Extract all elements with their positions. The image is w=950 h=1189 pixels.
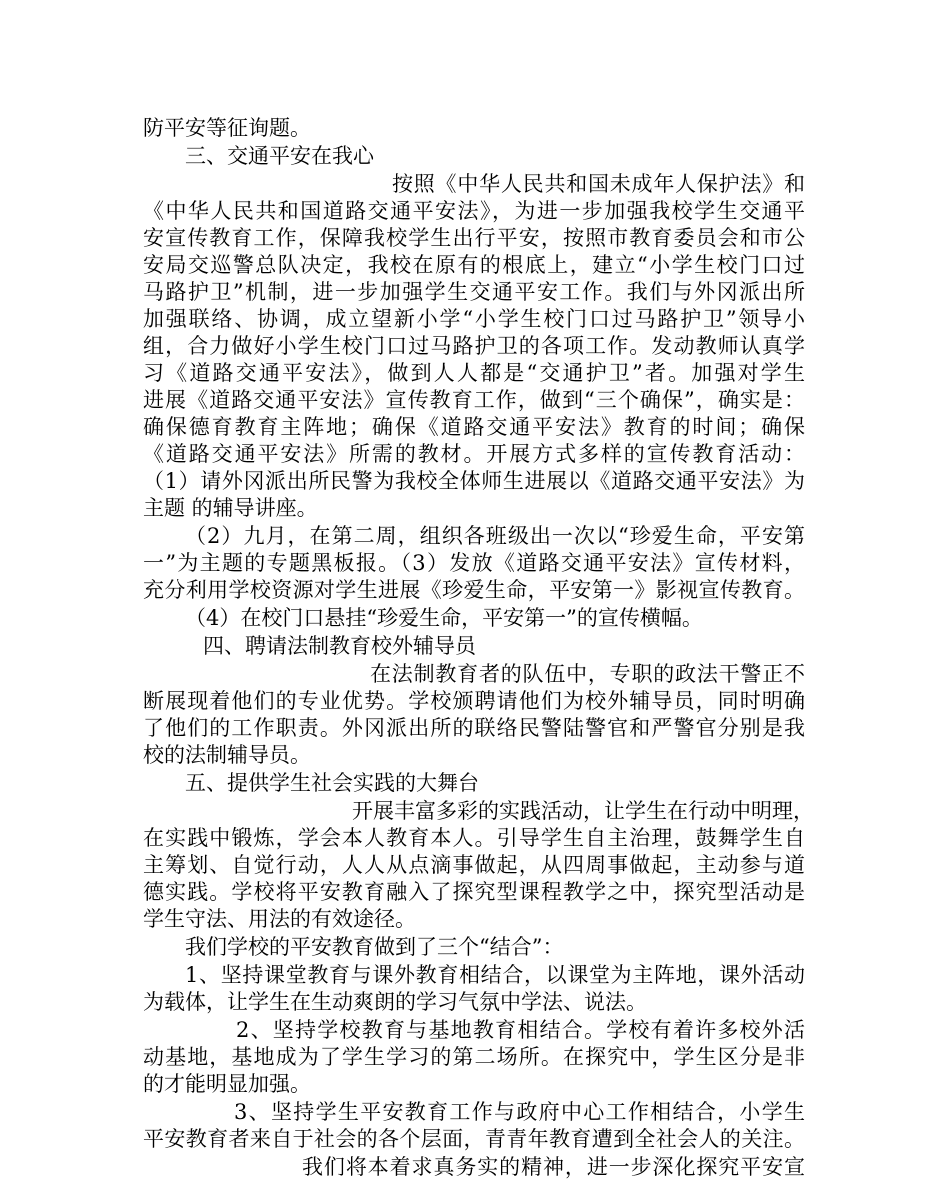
text-line: 3、坚持学生平安教育工作与政府中心工作相结合，小学生 bbox=[234, 1100, 805, 1124]
text-line: 主题 的辅导讲座。 bbox=[143, 496, 318, 520]
text-line: （4）在校门口悬挂“珍爱生命，平安第一”的宣传横幅。 bbox=[185, 606, 703, 630]
text-line: 动基地，基地成为了学生学习的第二场所。在探究中，学生区分是非 bbox=[143, 1045, 805, 1069]
text-line: 充分利用学校资源对学生进展《珍爱生命，平安第一》影视宣传教育。 bbox=[143, 578, 805, 602]
text-line: 《中华人民共和国道路交通平安法》，为进一步加强我校学生交通平 bbox=[143, 199, 805, 223]
section-heading: 三、交通平安在我心 bbox=[185, 144, 374, 168]
text-line: 防平安等征询题。 bbox=[143, 116, 311, 140]
text-line: 一”为主题的专题黑板报。（3）发放《道路交通平安法》宣传材料， bbox=[143, 551, 805, 575]
text-line: 为载体，让学生在生动爽朗的学习气氛中学法、说法。 bbox=[143, 990, 647, 1014]
text-line: （2）九月，在第二周，组织各班级出一次以“珍爱生命，平安第 bbox=[185, 524, 805, 548]
section-heading: 四、聘请法制教育校外辅导员 bbox=[203, 634, 476, 658]
text-line: 加强联络、协调，成立望新小学“小学生校门口过马路护卫”领导小 bbox=[143, 307, 805, 331]
text-line: 平安教育者来自于社会的各个层面，青青年教育遭到全社会人的关注。 bbox=[143, 1127, 805, 1151]
text-line: 安局交巡警总队决定，我校在原有的根底上，建立“小学生校门口过 bbox=[143, 253, 805, 277]
text-line: 进展《道路交通平安法》宣传教育工作，做到“三个确保”，确实是： bbox=[143, 388, 805, 412]
text-line: （1）请外冈派出所民警为我校全体师生进展以《道路交通平安法》为 bbox=[143, 469, 805, 493]
text-line: 校的法制辅导员。 bbox=[143, 743, 311, 767]
text-line: 1、坚持课堂教育与课外教育相结合，以课堂为主阵地，课外活动 bbox=[185, 963, 805, 987]
text-line: 断展现着他们的专业优势。学校颁聘请他们为校外辅导员，同时明确 bbox=[143, 689, 805, 713]
text-line: 在实践中锻炼，学会本人教育本人。引导学生自主治理，鼓舞学生自 bbox=[143, 826, 805, 850]
text-line: 2、坚持学校教育与基地教育相结合。学校有着许多校外活 bbox=[236, 1018, 805, 1042]
text-line: 在法制教育者的队伍中，专职的政法干警正不 bbox=[370, 662, 805, 686]
text-line: 的才能明显加强。 bbox=[143, 1072, 311, 1096]
text-line: 马路护卫”机制，进一步加强学生交通平安工作。我们与外冈派出所 bbox=[143, 280, 805, 304]
text-line: 学生守法、用法的有效途径。 bbox=[143, 907, 416, 931]
text-line: 了他们的工作职责。外冈派出所的联络民警陆警官和严警官分别是我 bbox=[143, 716, 805, 740]
text-line: 确保德育教育主阵地；确保《道路交通平安法》教育的时间；确保 bbox=[143, 415, 805, 439]
text-line: 习《道路交通平安法》，做到人人都是“交通护卫”者。加强对学生 bbox=[143, 361, 805, 385]
section-heading: 五、提供学生社会实践的大舞台 bbox=[185, 771, 479, 795]
text-line: 我们将本着求真务实的精神，进一步深化探究平安宣 bbox=[302, 1155, 805, 1179]
text-line: 主筹划、自觉行动，人人从点滴事做起，从四周事做起，主动参与道 bbox=[143, 853, 805, 877]
text-line: 安宣传教育工作，保障我校学生出行平安，按照市教育委员会和市公 bbox=[143, 226, 805, 250]
text-line: 我们学校的平安教育做到了三个“结合”： bbox=[185, 935, 564, 959]
text-line: 按照《中华人民共和国未成年人保护法》和 bbox=[392, 172, 805, 196]
text-line: 组，合力做好小学生校门口过马路护卫的各项工作。发动教师认真学 bbox=[143, 334, 805, 358]
text-line: 《道路交通平安法》所需的教材。开展方式多样的宣传教育活动： bbox=[143, 442, 805, 466]
text-line: 开展丰富多彩的实践活动，让学生在行动中明理， bbox=[352, 799, 814, 823]
text-line: 德实践。学校将平安教育融入了探究型课程教学之中，探究型活动是 bbox=[143, 880, 805, 904]
